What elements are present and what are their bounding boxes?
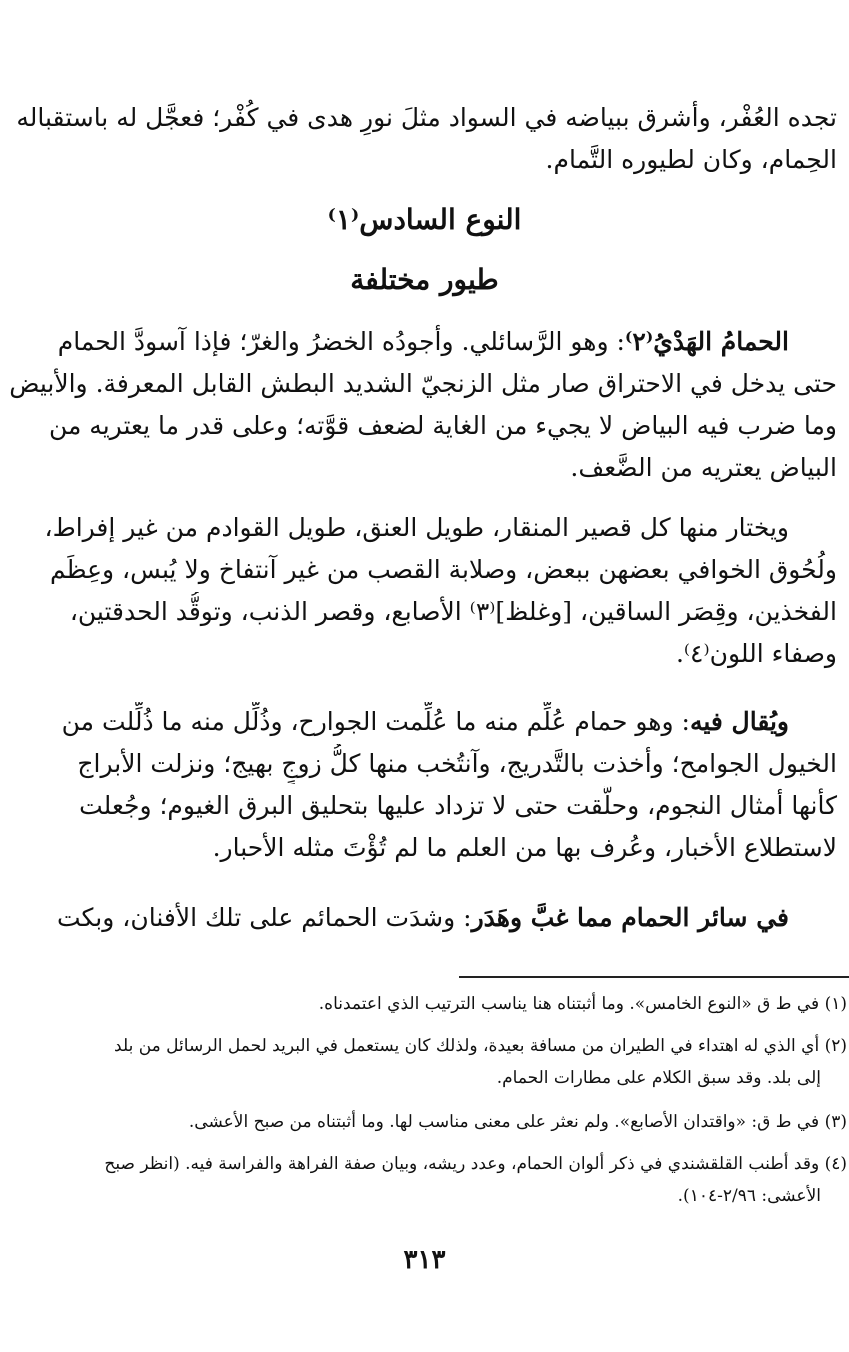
para3-line-3 [0,786,849,826]
para1-text-2: حتى يدخل في الاحتراق صار مثل الزنجيّ الشديد البطش القابل المعرفة. والأبيض [9,369,837,398]
para3-line-2 [0,744,849,784]
footnote-4-text: (٤) وقد أطنب القلقشندي في ذكر ألوان الحمام، وعدد ريشه، وبيان صفة الفراهة والفراسة فيه. (انظر صبح [104,1154,847,1174]
footnote-2 [0,1032,849,1060]
intro-line-1 [0,98,849,138]
para1-line-1 [0,322,849,362]
intro-text-2: الحِمام، وكان لطيوره التَّمام. [545,145,837,174]
footnote-2-continued [0,1064,849,1092]
footnote-1-text: (١) في ط ق «النوع الخامس». وما أثبتناه هنا يناسب الترتيب الذي اعتمدناه. [318,994,847,1014]
para1-line-4 [0,448,849,488]
para2-line-2 [0,550,849,590]
intro-line-2 [0,140,849,180]
footnote-2-text: (٢) أي الذي له اهتداء في الطيران من مسافة بعيدة، ولذلك كان يستعمل في البريد لحمل الرسائل من بلد [114,1036,847,1056]
para2-text-1: ويختار منها كل قصير المنقار، طويل العنق، طويل القوادم من غير إفراط، [44,513,789,542]
para2-text-3: الفخذين، وقِصَر الساقين، [وغلظ]⁽٣⁾ الأصابع، وقصر الذنب، وتوقُّد الحدقتين، [69,597,837,626]
para3-text-3: كأنها أمثال النجوم، وحلَّقت حتى لا تزداد عليها بتحليق البرق الغيوم؛ وجُعلت [79,791,837,820]
para1-text-3: وما ضرب فيه البياض لا يجيء من الغاية لضعف قوَّته؛ وعلى قدر ما يعتريه من [48,411,837,440]
footnote-4 [0,1150,849,1178]
footnote-3-text: (٣) في ط ق: «واقتدان الأصابع». ولم نعثر على معنى مناسب لها. وما أثبتناه من صبح الأعشى. [188,1112,847,1132]
footnote-2-text-cont: إلى بلد. وقد سبق الكلام على مطارات الحمام. [496,1068,821,1088]
section-heading: النوع السادس⁽١⁾ [327,203,522,236]
para3-line-4 [0,828,849,868]
footnote-4-continued [0,1182,849,1210]
para2-line-3 [0,592,849,632]
para3-lead-term: ويُقال فيه [689,707,789,736]
para1-text-4: البياض يعتريه من الضَّعف. [570,453,837,482]
section-subheading: طيور مختلفة [350,263,499,296]
footnote-3 [0,1108,849,1136]
intro-text-1: تجده العُفْر، وأشرق ببياضه في السواد مثلَ نورِ هدى في كُفْر؛ فعجَّل له باستقباله [16,103,837,132]
para1-line-2 [0,364,849,404]
para2-text-2: ولُحُوق الخوافي بعضهن ببعض، وصلابة القصب من غير آنتفاخ ولا يُبس، وعِظَم [49,555,837,584]
para3-text-1: : وهو حمام عُلِّم منه ما عُلِّمت الجوارح، وذُلِّل منه ما ذُلِّلت من [61,707,690,736]
page-number: ٣١٣ [403,1245,446,1275]
footnote-1 [0,990,849,1018]
para2-text-4: وصفاء اللون⁽٤⁾. [675,639,837,668]
para1-text-1: : وهو الرَّسائلي. وأجودُه الخضرُ والغرّ؛ فإذا آسودَّ الحمام [57,327,625,356]
para1-lead-term: الحمامُ الهَدْيُ⁽٢⁾ [624,327,789,356]
footnote-separator [459,976,849,978]
para3-line-1 [0,702,849,742]
footnote-4-text-cont: الأعشى: ٢/٩٦-١٠٤). [677,1186,821,1206]
para4-lead-term: في سائر الحمام مما غبَّ وهَدَر [471,903,789,932]
para4-line-1 [0,898,849,938]
para2-line-1 [0,508,849,548]
para1-line-3 [0,406,849,446]
para4-text-1: : وشدَت الحمائم على تلك الأفنان، وبكت [56,903,472,932]
para3-text-2: الخيول الجوامح؛ وأخذت بالتَّدريج، وآنتُخب منها كلُّ زوجٍ بهيج؛ ونزلت الأبراج [77,749,837,778]
para3-text-4: لاستطلاع الأخبار، وعُرف بها من العلم ما لم تُؤْتَ مثله الأحبار. [212,833,837,862]
para2-line-4 [0,634,849,674]
